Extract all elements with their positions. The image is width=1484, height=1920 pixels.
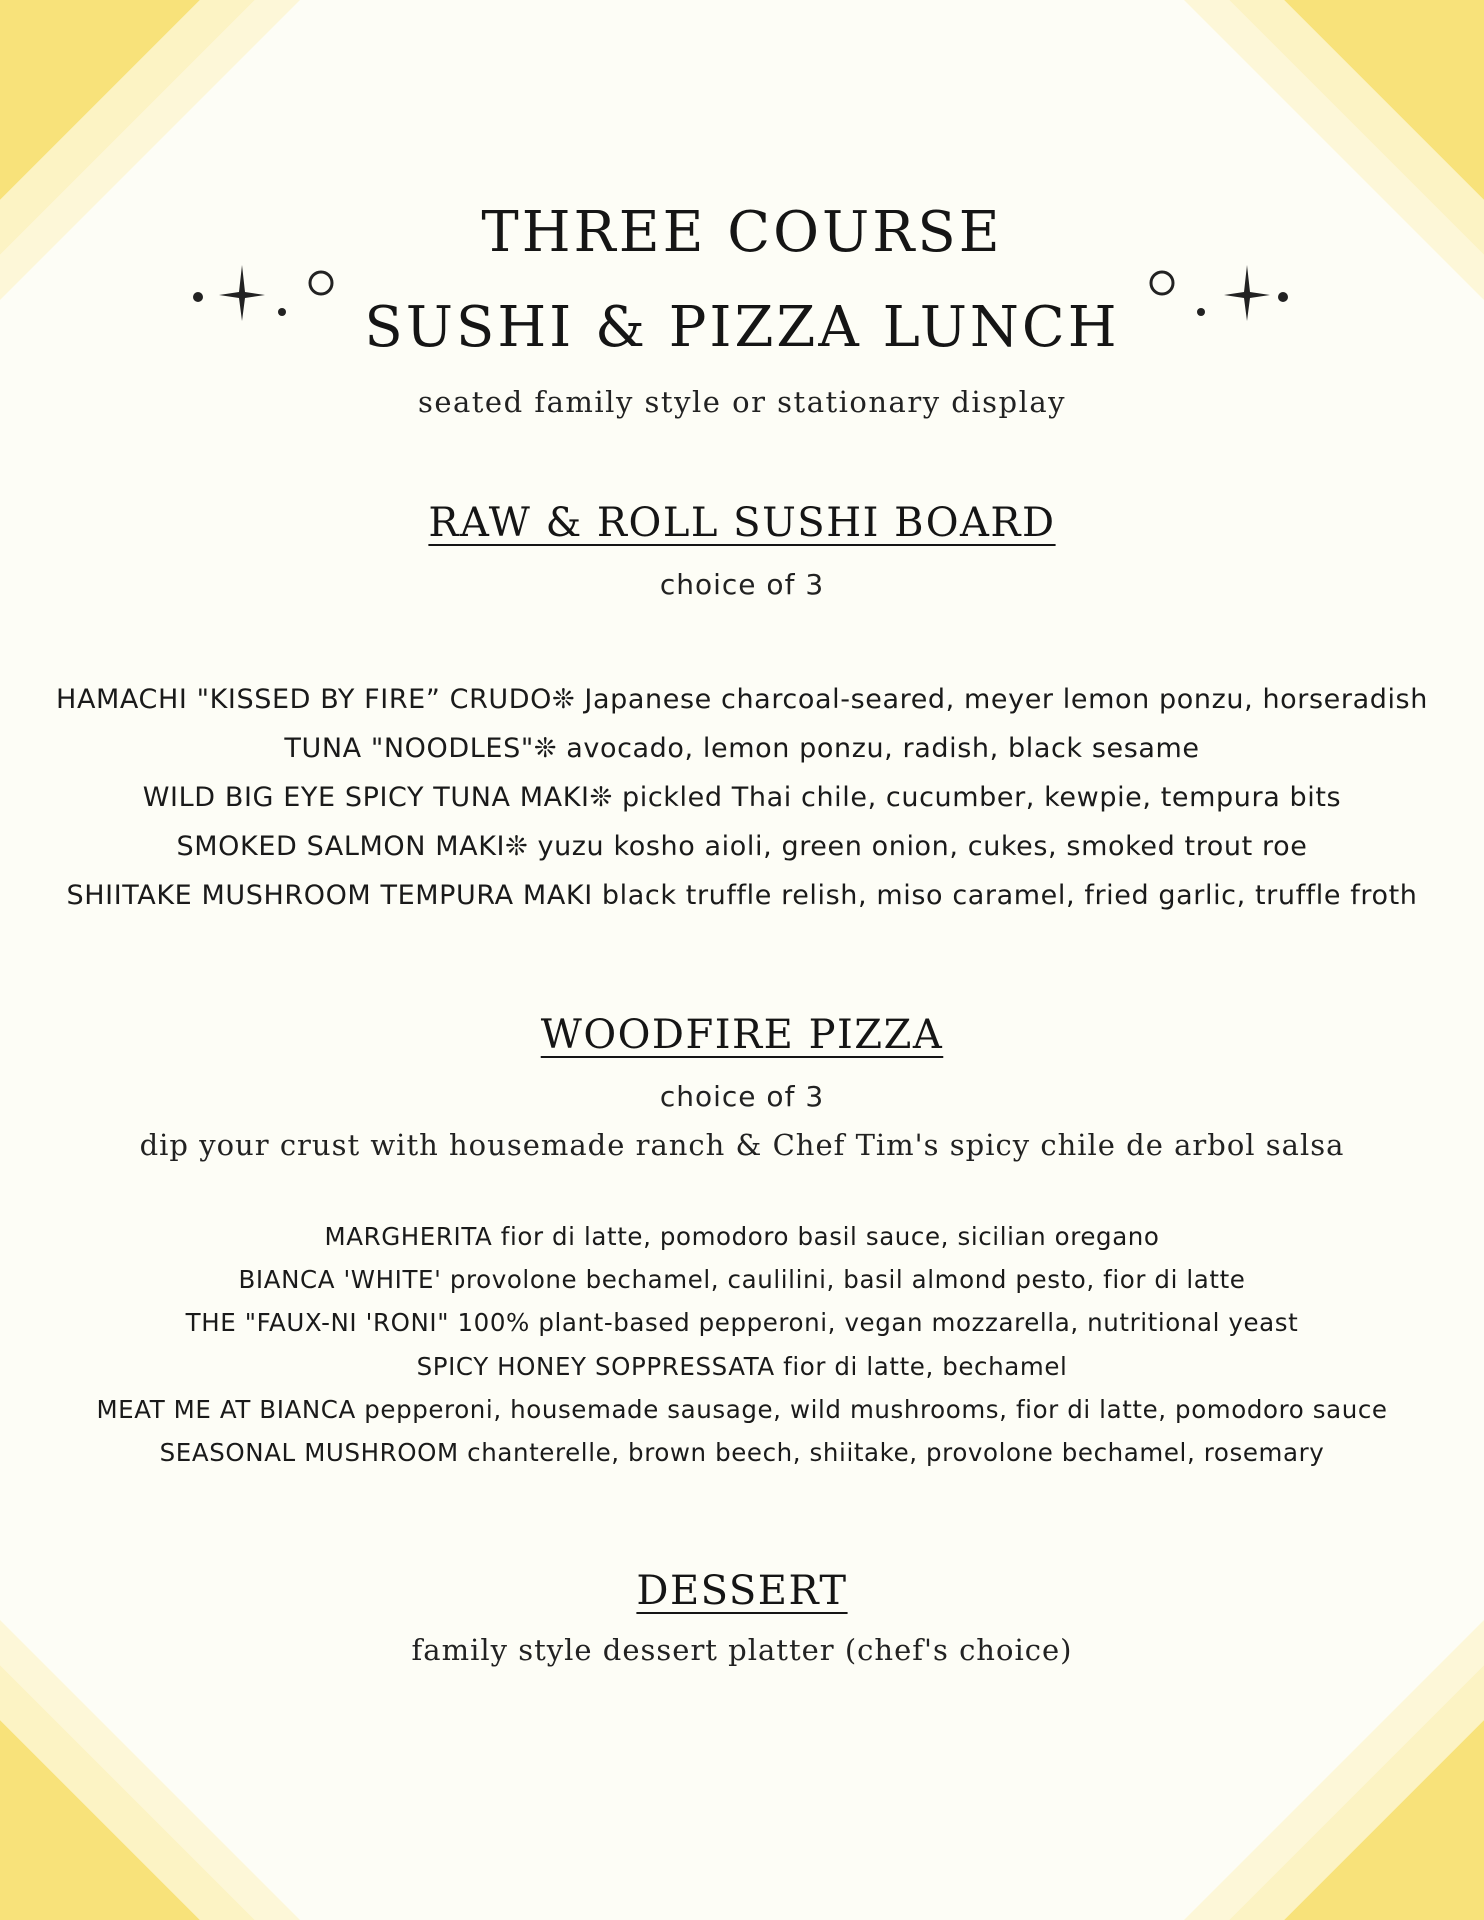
pizza-item: MARGHERITA fior di latte, pomodoro basil sauce, sicilian oregano (324, 1222, 1160, 1251)
pizza-item: SPICY HONEY SOPPRESSATA fior di latte, bechamel (416, 1352, 1068, 1381)
sushi-heading: RAW & ROLL SUSHI BOARD (428, 500, 1056, 546)
menu-title-line1: THREE COURSE (481, 200, 1003, 265)
sushi-item: SMOKED SALMON MAKI❊ yuzu kosho aioli, green onion, cukes, smoked trout roe (176, 831, 1308, 862)
menu-title-line2: SUSHI & PIZZA LUNCH (364, 295, 1120, 360)
dessert-description: family style dessert platter (chef's choice) (411, 1633, 1073, 1667)
pizza-dip-note: dip your crust with housemade ranch & Chef Tim's spicy chile de arbol salsa (139, 1128, 1345, 1162)
sushi-item: WILD BIG EYE SPICY TUNA MAKI❊ pickled Thai chile, cucumber, kewpie, tempura bits (142, 782, 1342, 813)
sushi-item: TUNA "NOODLES"❊ avocado, lemon ponzu, radish, black sesame (284, 733, 1200, 764)
dessert-heading: DESSERT (636, 1568, 848, 1614)
pizza-item: SEASONAL MUSHROOM chanterelle, brown beech, shiitake, provolone bechamel, rosemary (159, 1438, 1325, 1467)
pizza-item: THE "FAUX-NI 'RONI" 100% plant-based pepperoni, vegan mozzarella, nutritional yeast (185, 1308, 1299, 1337)
sushi-item: HAMACHI "KISSED BY FIRE” CRUDO❊ Japanese charcoal-seared, meyer lemon ponzu, horseradish (56, 684, 1428, 715)
menu-subtitle: seated family style or stationary display (417, 385, 1067, 419)
pizza-heading: WOODFIRE PIZZA (540, 1012, 944, 1058)
sushi-choice-note: choice of 3 (659, 568, 825, 601)
pizza-item: BIANCA 'WHITE' provolone bechamel, caulilini, basil almond pesto, fior di latte (238, 1265, 1246, 1294)
sushi-item: SHIITAKE MUSHROOM TEMPURA MAKI black truffle relish, miso caramel, fried garlic, truffle froth (66, 880, 1418, 911)
pizza-item: MEAT ME AT BIANCA pepperoni, housemade sausage, wild mushrooms, fior di latte, pomodoro sauce (96, 1395, 1388, 1424)
pizza-choice-note: choice of 3 (659, 1080, 825, 1113)
